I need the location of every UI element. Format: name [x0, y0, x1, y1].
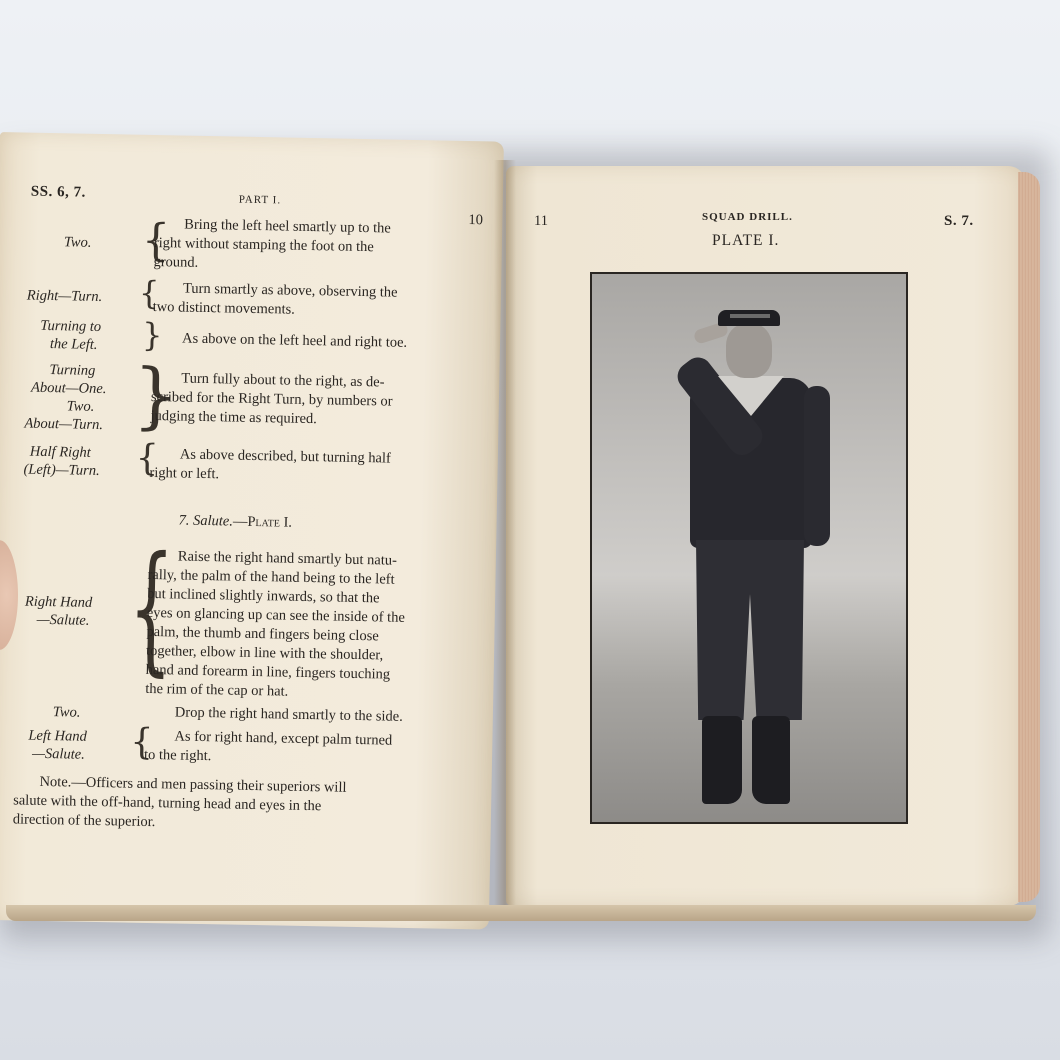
brace: { — [138, 273, 160, 313]
salute-text-line: together, elbow in line with the shoulder, — [145, 642, 384, 664]
entry-label: Two. — [66, 398, 95, 415]
two-text: Drop the right hand smartly to the side. — [174, 704, 403, 725]
brace: } — [132, 352, 180, 438]
cap-tally — [730, 314, 770, 318]
sailor-left-arm — [804, 386, 830, 546]
brace: { — [135, 437, 160, 480]
entry-label: Right—Turn. — [26, 287, 103, 305]
right-running-head: SQUAD DRILL. — [702, 211, 793, 223]
entry-text-line: As above on the left heel and right toe. — [181, 330, 408, 351]
plate-title: PLATE I. — [712, 232, 780, 249]
brace: { — [127, 526, 175, 691]
entry-label: the Left. — [49, 335, 98, 353]
note-line: direction of the superior. — [12, 811, 156, 831]
brace: { — [129, 721, 154, 764]
entry-text-line: two distinct movements. — [152, 298, 295, 318]
sailor-face — [726, 324, 772, 378]
entry-text-line: right or left. — [149, 464, 220, 483]
page-edges — [1018, 172, 1040, 902]
entry-label: About—One. — [30, 379, 107, 398]
entry-text-line: Turn smartly as above, observing the — [182, 280, 398, 301]
entry-label: Half Right — [29, 443, 91, 461]
plate-photograph — [590, 272, 908, 824]
right-section-ref: S. 7. — [944, 213, 974, 229]
left-hand-text-line: As for right hand, except palm turned — [174, 728, 393, 749]
book-gutter — [494, 160, 516, 910]
sailor-left-boot — [702, 716, 742, 804]
left-running-head: PART I. — [238, 193, 282, 207]
salute-text-line: eyes on glancing up can see the inside of the — [146, 604, 406, 626]
entry-text-line: ground. — [153, 253, 199, 271]
left-hand-label: Left Hand — [28, 727, 87, 745]
salute-label: —Salute. — [36, 611, 90, 629]
salute-text-line: hand and forearm in line, fingers touching — [145, 661, 391, 683]
left-hand-text-line: to the right. — [143, 746, 212, 765]
entry-text-line: Bring the left heel smartly up to the — [184, 216, 391, 237]
sailor-right-boot — [752, 716, 790, 804]
entry-text-line: judging the time as required. — [150, 407, 318, 428]
entry-label: Two. — [63, 234, 92, 251]
left-page — [0, 132, 504, 930]
entry-label: Turning to — [40, 317, 102, 335]
note-line: salute with the off-hand, turning head and eyes in the — [13, 792, 322, 815]
salute-label: Right Hand — [24, 593, 93, 611]
entry-text-line: scribed for the Right Turn, by numbers or — [150, 388, 393, 410]
brace: } — [141, 315, 163, 355]
salute-text-line: the rim of the cap or hat. — [145, 680, 289, 700]
two-label: Two. — [52, 704, 81, 721]
right-page-number: 11 — [534, 213, 548, 229]
left-section-ref: SS. 6, 7. — [30, 183, 86, 201]
entry-text-line: right without stamping the foot on the — [153, 234, 374, 256]
section-heading-title: 7. Salute. — [178, 512, 234, 530]
left-page-number: 10 — [468, 212, 484, 229]
entry-label: (Left)—Turn. — [23, 461, 100, 479]
sailor-cap — [718, 310, 780, 326]
book-bottom-edge — [6, 905, 1036, 921]
salute-text-line: rally, the palm of the hand being to the left — [147, 566, 395, 588]
section-heading — [178, 512, 292, 532]
brace: { — [141, 214, 171, 267]
salute-text-line: palm, the thumb and fingers being close — [146, 623, 379, 645]
salute-text-line: but inclined slightly inwards, so that the — [147, 585, 380, 607]
note-line: Note.—Officers and men passing their superiors will — [39, 773, 347, 796]
salute-text-line: Raise the right hand smartly but natu- — [177, 548, 398, 569]
entry-label: Turning — [49, 361, 96, 379]
entry-text-line: As above described, but turning half — [179, 446, 391, 467]
entry-text-line: Turn fully about to the right, as de- — [181, 370, 385, 391]
section-heading-plate: —Plate I. — [232, 513, 293, 531]
left-hand-label: —Salute. — [31, 745, 85, 763]
entry-label: About—Turn. — [24, 415, 104, 434]
